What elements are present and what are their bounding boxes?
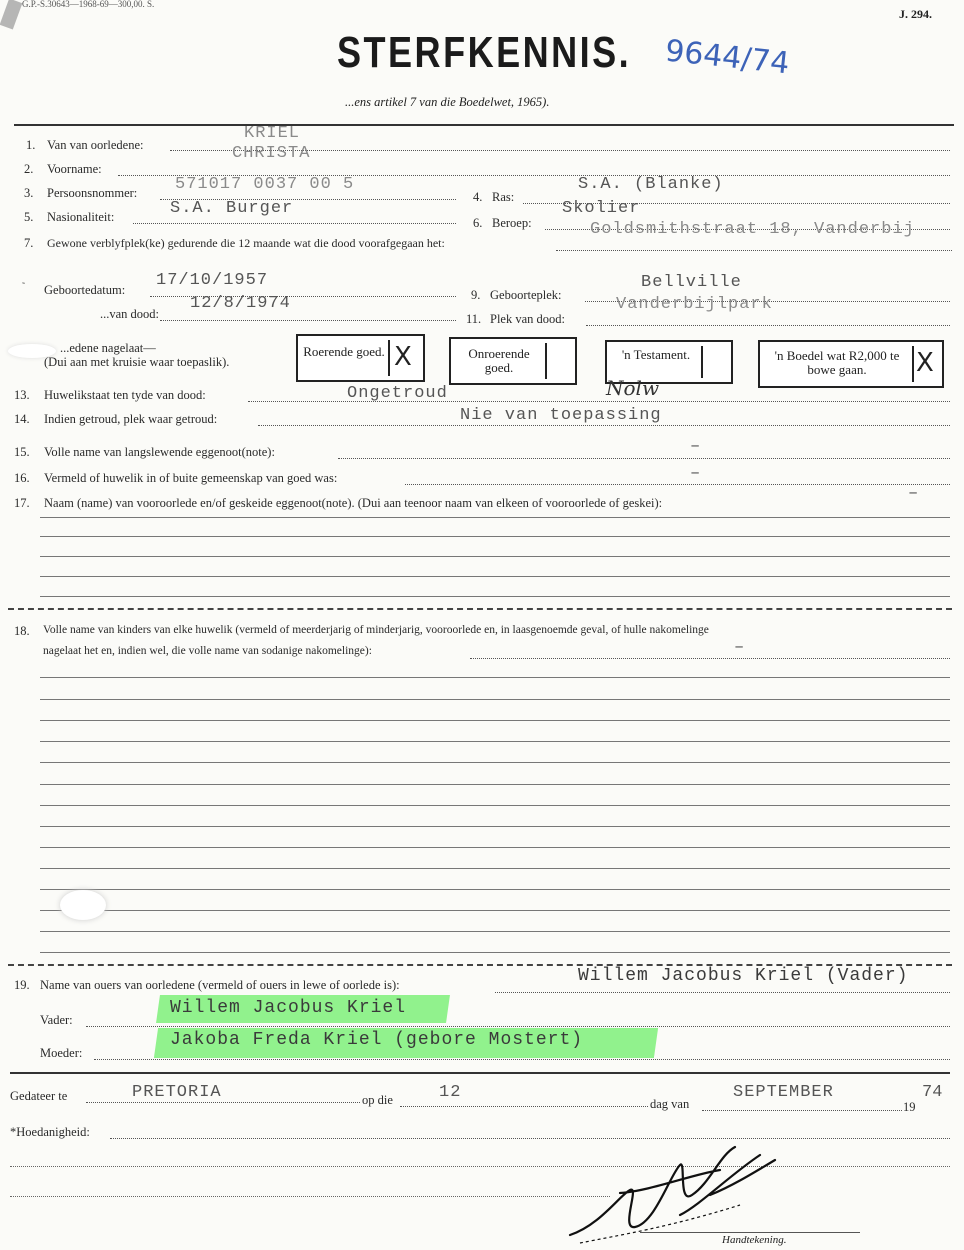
handwritten-reference: 9644/74 <box>663 33 792 82</box>
field-deathplace-label: Plek van dood: <box>490 312 565 326</box>
dated-label: Gedateer te <box>10 1089 68 1103</box>
month-line <box>702 1110 902 1111</box>
field-birthplace-label: Geboorteplek: <box>490 288 562 302</box>
field-residence-line <box>556 250 952 251</box>
field-surname-label: Van van oorledene: <box>47 138 144 152</box>
field-1-num: 1. <box>26 138 36 152</box>
field-children-label-2: nagelaat het en, indien wel, die volle name van sodanige nakomelinge): <box>43 645 372 657</box>
estate-box-movable-label: Roerende goed. <box>303 344 385 359</box>
writing-line <box>40 910 950 911</box>
footer-rule <box>10 1072 950 1074</box>
estate-box-over-r2000[interactable] <box>758 340 944 388</box>
field-deathplace-value: Vanderbijlpark <box>616 295 773 314</box>
field-5-num: 5. <box>24 210 34 224</box>
field-15-num: 15. <box>14 445 30 459</box>
estate-box-over-r2000-label: 'n Boedel wat R2,000 te bowe gaan. <box>774 348 900 377</box>
subtitle: ...ens artikel 7 van die Boedelwet, 1965). <box>345 95 550 109</box>
field-children-label-1: Volle name van kinders van elke huwelik (vermeld of meerderjarig of minderjarig, vooroorlede en, in laasgenoemde geval, of hulle nakomelinge <box>43 624 709 636</box>
field-occupation-label: Beroep: <box>492 216 532 230</box>
field-prev-spouse-label: Naam (name) van vooroorlede en/of geskeide eggenoot(note). (Dui aan teenoor naam van elkeen of vooroorlede of geskei): <box>44 496 663 510</box>
field-idnumber-value: 571017 0037 00 5 <box>175 175 355 194</box>
writing-line <box>40 741 950 742</box>
year-value: 74 <box>922 1083 943 1102</box>
field-race-label: Ras: <box>492 190 515 204</box>
form-number: J. 294. <box>899 7 932 21</box>
estate-label-line2: (Dui aan met kruisie waar toepaslik). <box>44 355 230 369</box>
field-marriage-place-line <box>258 425 950 426</box>
estate-label-line1: ...edene nagelaat— <box>60 341 156 355</box>
paper-tear <box>60 890 106 920</box>
on-label: op die <box>362 1093 393 1107</box>
field-nationality-line <box>133 223 456 224</box>
field-16-num: 16. <box>14 471 30 485</box>
estate-box-will-label: 'n Testament. <box>621 347 691 362</box>
writing-line <box>40 596 950 597</box>
capacity-line-3 <box>10 1196 610 1197</box>
field-marriage-place-value: Nie van toepassing <box>460 406 662 425</box>
field-spouse-value: – <box>690 437 702 456</box>
field-18-num: 18. <box>14 624 30 638</box>
writing-line <box>40 784 950 785</box>
field-idnumber-label: Persoonsnommer: <box>47 186 138 200</box>
field-mother-value: Jakoba Freda Kriel (gebore Mostert) <box>170 1030 584 1050</box>
field-residence-value: Goldsmithstraat 18, Vanderbij <box>590 220 915 239</box>
writing-line <box>40 952 950 953</box>
estate-box-divider <box>701 346 703 378</box>
field-13-num: 13. <box>14 388 30 402</box>
handwritten-note: Nolw <box>606 376 660 400</box>
form-code: G.P.-S.30643—1968-69—300,00. S. <box>22 0 155 9</box>
field-father-line <box>86 1026 950 1027</box>
month-value: SEPTEMBER <box>733 1083 834 1102</box>
field-14-num: 14. <box>14 412 30 426</box>
field-father-label: Vader: <box>40 1013 73 1027</box>
writing-line <box>40 826 950 827</box>
estate-box-immovable-label: Onroerende goed. <box>468 346 530 375</box>
estate-box-immovable[interactable] <box>449 337 577 385</box>
capacity-line <box>110 1138 950 1139</box>
field-3-num: 3. <box>24 186 34 200</box>
capacity-label: *Hoedanigheid: <box>10 1125 90 1139</box>
field-parents-label: Name van ouers van oorledene (vermeld of ouers in lewe of oorlede is): <box>40 978 400 992</box>
estate-box-divider <box>388 340 390 376</box>
field-6-num: 6. <box>473 216 483 230</box>
field-mother-line <box>94 1059 950 1060</box>
field-nationality-label: Nasionaliteit: <box>47 210 115 224</box>
section-separator <box>8 608 952 610</box>
writing-line <box>40 931 950 932</box>
field-surname-value: KRIEL <box>244 124 301 143</box>
field-firstnames-label: Voorname: <box>47 162 102 176</box>
field-deathdate-value: 12/8/1974 <box>190 294 291 313</box>
field-spouse-label: Volle name van langslewende eggenoot(note): <box>44 445 275 459</box>
estate-box-divider <box>912 346 914 382</box>
writing-line <box>40 556 950 557</box>
year-prefix: 19 <box>903 1100 916 1114</box>
field-community-value: – <box>690 464 702 483</box>
writing-line <box>40 847 950 848</box>
day-line <box>400 1106 648 1107</box>
estate-box-divider <box>545 343 547 379</box>
field-11-num: 11. <box>466 312 482 326</box>
field-children-line <box>470 658 950 659</box>
field-mother-label: Moeder: <box>40 1046 83 1060</box>
signature-line <box>640 1232 860 1233</box>
header-rule <box>14 124 954 126</box>
page-title: STERFKENNIS. <box>337 28 632 77</box>
estate-box-over-r2000-mark: X <box>916 348 934 378</box>
field-17-num: 17. <box>14 496 30 510</box>
estate-box-movable-mark: X <box>394 342 412 372</box>
field-prev-spouse-value: – <box>908 484 920 503</box>
writing-line <box>40 699 950 700</box>
writing-line <box>40 805 950 806</box>
writing-line <box>40 677 950 678</box>
writing-line <box>40 536 950 537</box>
field-7-num: 7. <box>24 236 34 250</box>
field-marital-status-value: Ongetroud <box>347 384 448 403</box>
field-parents-line <box>495 992 950 993</box>
field-residence-label: Gewone verblyfplek(ke) gedurende die 12 maande wat die dood voorafgegaan het: <box>47 236 445 250</box>
corner-mark <box>0 0 22 30</box>
field-deathplace-line <box>586 325 950 326</box>
field-nationality-value: S.A. Burger <box>170 199 294 218</box>
field-deathdate-label: ...van dood: <box>100 307 160 321</box>
field-marital-status-label: Huwelikstaat ten tyde van dood: <box>44 388 206 402</box>
field-marriage-place-label: Indien getroud, plek waar getroud: <box>44 412 218 426</box>
field-occupation-value: Skolier <box>562 199 641 218</box>
field-firstnames-value: CHRISTA <box>232 144 311 163</box>
day-value: 12 <box>439 1083 462 1102</box>
field-deathdate-line <box>160 320 456 321</box>
writing-line <box>40 762 950 763</box>
dated-place-value: PRETORIA <box>132 1083 222 1102</box>
writing-line <box>40 889 950 890</box>
signature <box>560 1135 810 1245</box>
field-4-num: 4. <box>473 190 483 204</box>
field-9-num: 9. <box>471 288 481 302</box>
writing-line <box>40 720 950 721</box>
month-label: dag van <box>650 1097 690 1111</box>
writing-line <box>40 517 950 518</box>
field-children-value: – <box>734 638 746 657</box>
signature-label: Handtekening. <box>722 1234 787 1246</box>
field-father-value: Willem Jacobus Kriel <box>170 998 407 1018</box>
field-19-num: 19. <box>14 978 30 992</box>
writing-line <box>40 868 950 869</box>
writing-line <box>40 576 950 577</box>
field-birthplace-value: Bellville <box>641 273 742 292</box>
field-birthdate-label: Geboortedatum: <box>44 283 126 297</box>
field-community-line <box>405 484 950 485</box>
field-community-label: Vermeld of huwelik in of buite gemeenskap van goed was: <box>44 471 338 485</box>
field-spouse-line <box>338 458 950 459</box>
field-birthdate-value: 17/10/1957 <box>156 271 269 290</box>
field-race-value: S.A. (Blanke) <box>578 175 724 194</box>
field-8-num: ˜ <box>22 281 25 291</box>
dated-place-line <box>86 1102 360 1103</box>
field-2-num: 2. <box>24 162 34 176</box>
field-parents-value: Willem Jacobus Kriel (Vader) <box>578 966 909 986</box>
estate-box-movable[interactable] <box>296 334 425 382</box>
